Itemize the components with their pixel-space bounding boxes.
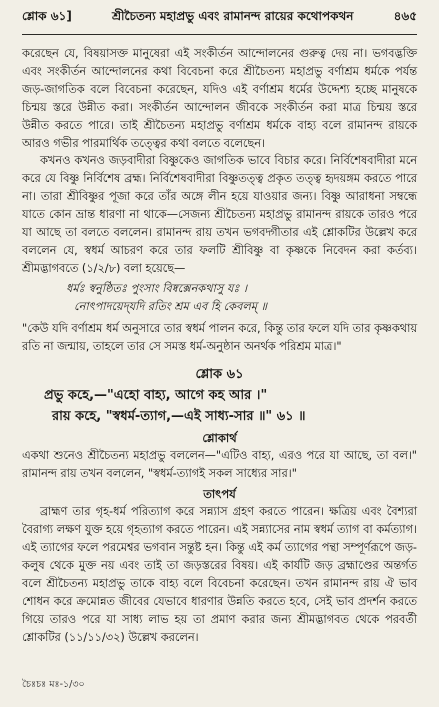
verse-line: প্রভু কহে,—"এহো বাহ্য, আগে কহ আর ।"	[44, 388, 268, 404]
footer-signature: চৈঃচঃ মঃ-১/৩০	[22, 679, 85, 690]
verse-line: রায় কহে, "স্বধর্ম-ত্যাগ,—এই সাধ্য-সার ॥" ৬১ ॥	[52, 409, 306, 425]
running-head	[22, 0, 417, 35]
page-number: ৪৬৫	[393, 9, 417, 23]
main-text	[22, 45, 417, 646]
sanskrit-quote	[22, 280, 417, 316]
sanskrit-line: নোৎপাদয়েদ্‌যদি রতিং শ্রম এব হি কেবলম্ ॥	[74, 299, 268, 313]
verse-number: শ্লোক ৬১	[195, 367, 244, 383]
verse-text	[22, 385, 417, 427]
purport-text: ব্রাহ্মণ তার গৃহ-ধর্ম পরিত্যাগ করে সন্ন্যাস গ্রহণ করতে পারেন। ক্ষত্রিয় এবং বৈশ্যরা বৈরাগ্য লক্ষণ যুক্ত হয়ে গৃহত্যাগ করতে পারেন। এই সন্ন্যাসের নাম স্বধর্ম ত্যাগ বা কর্মত্যাগ। এই ত্যাগের ফলে পরমেশ্বর ভগবান সন্তুষ্ট হন। কিন্তু এই কর্ম ত্যাগের পন্থা সম্পূর্ণরূপে জড়-কলুষ থেকে মুক্ত নয় এবং তাই তা জড়স্তরের বিষয়। এই কার্যটি জড় ব্রহ্মাণ্ডের অন্তর্গত বলে শ্রীচৈতন্য মহাপ্রভু তাকে বাহ্য বলে বিবেচনা করেছেন। তখন রামানন্দ রায় ঐ ভাব শোধন করে ক্রমোন্নত জীবের যেভাবে ধারণার উন্নতি করতে হবে, সেই ভাব প্রদর্শন করতে গিয়ে তারও পরে যা সাধ্য লাভ হয় তা প্রমাণ করার জন্য শ্রীমদ্ভাগবত থেকে পরবর্তী শ্লোকটির (১১/১১/৩২) উল্লেখ করলেন।	[22, 505, 417, 644]
quote-translation: "কেউ যদি বর্ণাশ্রম ধর্ম অনুসারে তার স্বধর্ম পালন করে, কিন্তু তার ফলে যদি তার কৃষ্ণকথায় রতি না জন্মায়, তাহলে তার সে সমস্ত ধর্ম-অনুষ্ঠান অনর্থক পরিশ্রম মাত্র।"	[22, 321, 417, 353]
purport-heading: তাৎপর্য	[203, 487, 236, 502]
chapter-title: শ্রীচৈতন্য মহাপ্রভু এবং রামানন্দ রায়ের কথোপকথন	[112, 9, 354, 23]
verse-reference: শ্লোক ৬১]	[22, 9, 72, 23]
translation-heading: শ্লোকার্থ	[202, 431, 237, 446]
sanskrit-line: ধর্মঃ স্বনুষ্ঠিতঃ পুংসাং বিষ্বক্সেনকথাসু যঃ ।	[66, 281, 248, 295]
translation-text: একথা শুনেও শ্রীচৈতন্য মহাপ্রভু বললেন—"এটিও বাহ্য, এরও পরে যা আছে, তা বল।" রামানন্দ রায় তখন বললেন, "স্বধর্ম-ত্যাগই সকল সাধ্যের সার।"	[22, 449, 417, 481]
paragraph-continued: করেছেন যে, বিষয়াসক্ত মানুষেরা এই সংকীর্তন আন্দোলনের গুরুত্ব দেয় না। ভগবদ্ভক্তি এবং সংকীর্তন আন্দোলনের কথা বিবেচনা করে শ্রীচৈতন্য মহাপ্রভু বর্ণাশ্রম ধর্মকে পর্যন্ত জড়-জাগতিক বলে বিবেচনা করেছেন, যদিও এই বর্ণাশ্রম ধর্মের উদ্দেশ্য হচ্ছে মানুষকে চিন্ময় স্তরে উন্নীত করা। সংকীর্তন আন্দোলন জীবকে সংকীর্তন করা মাত্র চিন্ময় স্তরে উন্নীত করতে পারে। তাই শ্রীচৈতন্য মহাপ্রভু বর্ণাশ্রম ধর্মকে বাহ্য বলে রামানন্দ রায়কে আরও গভীর পারমার্থিক তত্ত্বের কথা বলতে বলেছেন।	[22, 47, 417, 150]
paragraph: কখনও কখনও জড়বাদীরা বিষ্ণুকেও জাগতিক ভাবে বিচার করে। নির্বিশেষবাদীরা মনে করে যে বিষ্ণু নির্বিশেষ ব্রহ্ম। নির্বিশেষবাদীরা বিষ্ণুতত্ত্ব প্রকৃত তত্ত্ব হৃদয়ঙ্গম করতে পারে না। তারা শ্রীবিষ্ণুর পূজা করে তাঁর অঙ্গে লীন হয়ে যাওয়ার জন্য। বিষ্ণু আরাধনা সম্বন্ধে যাতে কোন ভ্রান্ত ধারণা না থাকে—সেজন্য শ্রীচৈতন্য মহাপ্রভু রামানন্দ রায়কে তারও পরে যা আছে তা বলতে বললেন। রামানন্দ রায় তখন ভগবদ্গীতার এই শ্লোকটির উল্লেখ করে বললেন যে, স্বধর্ম আচরণ করে তার ফলটি শ্রীবিষ্ণু বা কৃষ্ণকে নিবেদন করা কর্তব্য। শ্রীমদ্ভাগবতে (১/২/৮) বলা হয়েছে—	[22, 154, 417, 275]
